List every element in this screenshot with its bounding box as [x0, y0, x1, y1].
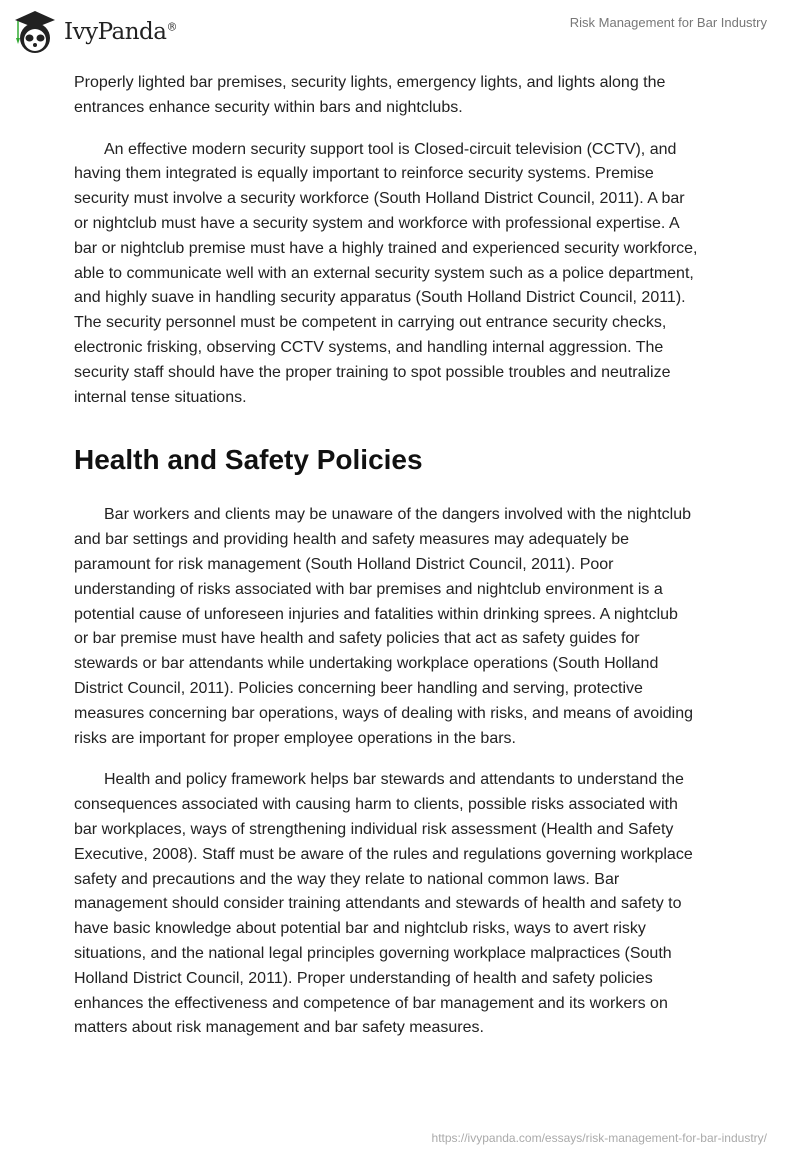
paragraph-line: situations, and the national legal principles governing workplace malpractices (South [74, 944, 672, 962]
paragraph-line: measures concerning bar operations, ways of dealing with risks, and means of avoiding [74, 704, 693, 722]
essay-body [74, 71, 754, 1058]
paragraph-line: internal tense situations. [74, 388, 247, 406]
paragraph-line: Properly lighted bar premises, security lights, emergency lights, and lights along the [74, 74, 666, 91]
paragraph-line: management should consider training attendants and stewards of health and safety to [74, 895, 682, 913]
paragraph [74, 768, 754, 1041]
paragraph-line: able to communicate well with an external security system such as a police department, [74, 264, 694, 282]
paragraph-line: Bar workers and clients may be unaware of the dangers involved with the nightclub [104, 506, 691, 524]
paragraph-line: matters about risk management and bar safety measures. [74, 1019, 484, 1037]
source-url[interactable]: https://ivypanda.com/essays/risk-management-for-bar-industry/ [431, 1131, 767, 1145]
paragraph-line: paramount for risk management (South Holland District Council, 2011). Poor [74, 555, 614, 573]
ivypanda-logo[interactable] [12, 8, 177, 56]
paragraph-line: potential cause of unforeseen injuries and fatalities within drinking sprees. A nightclub [74, 605, 678, 623]
document-title: Risk Management for Bar Industry [569, 15, 767, 30]
paragraph-line: or nightclub must have a security system and workforce with professional expertise. A [74, 214, 680, 232]
paragraph-line: or bar premise must have health and safety policies that act as safety guides for [74, 630, 640, 648]
paragraph-line: consequences associated with causing harm to clients, possible risks associated with [74, 796, 678, 814]
paragraph-line: District Council, 2011). Policies concerning beer handling and serving, protective [74, 679, 643, 697]
paragraph [74, 138, 754, 411]
paragraph-line: having them integrated is equally important to reinforce security systems. Premise [74, 165, 654, 183]
paragraph-line: An effective modern security support tool is Closed-circuit television (CCTV), and [104, 140, 677, 158]
paragraph-line: electronic frisking, observing CCTV systems, and handling internal aggression. The [74, 338, 664, 356]
paragraph-line: and bar settings and providing health and safety measures may adequately be [74, 531, 630, 549]
paragraph-line: enhances the effectiveness and competence of bar management and its workers on [74, 994, 668, 1012]
paragraph-line: Health and policy framework helps bar stewards and attendants to understand the [104, 771, 684, 789]
panda-logo-icon [12, 8, 58, 56]
registered-mark: ® [166, 20, 177, 34]
paragraph [74, 71, 754, 121]
paragraph-line: security staff should have the proper training to spot possible troubles and neutralize [74, 363, 671, 381]
paragraph-line: Executive, 2008). Staff must be aware of the rules and regulations governing workplace [74, 845, 693, 863]
paragraph-line: have basic knowledge about potential bar and nightclub risks, ways to avert risky [74, 920, 646, 938]
paragraph-line: stewards or bar attendants while undertaking workplace operations (South Holland [74, 655, 659, 673]
paragraph-line: security must involve a security workforce (South Holland District Council, 2011). A bar [74, 190, 685, 208]
paragraph-line: understanding of risks associated with bar premises and nightclub environment is a [74, 580, 663, 598]
brand-text: IvyPanda [64, 19, 167, 45]
paragraph-line: safety and precautions and the way they relate to national common laws. Bar [74, 870, 620, 888]
paragraph-line: bar workplaces, ways of strengthening individual risk assessment (Health and Safety [74, 820, 674, 838]
paragraph-line: bar or nightclub premise must have a highly trained and experienced security workforce, [74, 239, 698, 257]
paragraph-line: entrances enhance security within bars and nightclubs. [74, 98, 463, 116]
paragraph-line: The security personnel must be competent in carrying out entrance security checks, [74, 314, 667, 332]
paragraph-line: Holland District Council, 2011). Proper understanding of health and safety policies [74, 969, 653, 987]
paragraph [74, 503, 754, 751]
brand-name [64, 19, 177, 45]
paragraph-line: risks are important for proper employee operations in the bars. [74, 729, 516, 747]
section-heading: Health and Safety Policies [74, 444, 423, 476]
paragraph-line: and highly suave in handling security apparatus (South Holland District Council, 2011). [74, 289, 686, 307]
